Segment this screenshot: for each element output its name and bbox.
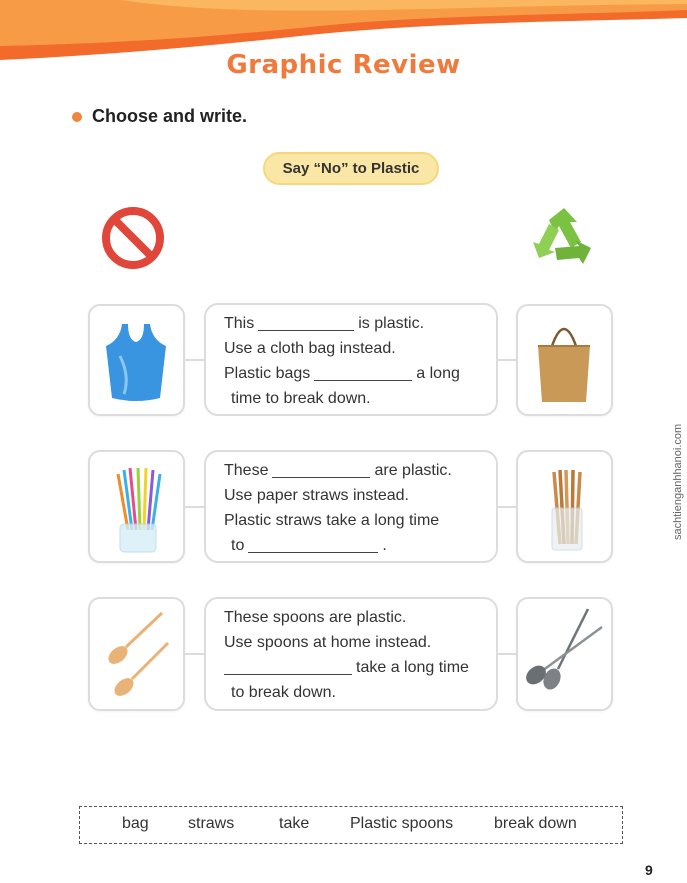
answer-blank[interactable]: [258, 314, 354, 331]
word-bank-item[interactable]: break down: [494, 815, 577, 832]
sentence-text: Use spoons at home instead.: [224, 634, 432, 651]
sentence-text: are plastic.: [374, 462, 452, 479]
plastic-bag-card: [88, 304, 185, 416]
metal-spoons-icon: [518, 599, 611, 709]
page-title: Graphic Review: [226, 50, 461, 80]
sentence-text: These spoons are plastic.: [224, 609, 407, 626]
sentence-text: Plastic straws take a long time: [224, 512, 440, 529]
paper-straws-icon: [518, 452, 611, 561]
sentence-text: to break down.: [231, 684, 336, 701]
connector-line: [497, 359, 517, 361]
word-bank-item[interactable]: straws: [188, 815, 235, 832]
answer-blank[interactable]: [224, 658, 352, 675]
sentence-card-2: [204, 450, 498, 563]
plastic-bag-icon: [90, 306, 183, 414]
answer-blank[interactable]: [272, 461, 370, 478]
plastic-straws-card: [88, 450, 185, 563]
word-bank-item[interactable]: take: [279, 815, 310, 832]
plastic-spoons-icon: [90, 599, 183, 709]
sentence-text: Plastic bags: [224, 365, 311, 382]
answer-blank[interactable]: [314, 364, 412, 381]
sentence-text: time to break down.: [231, 390, 371, 407]
plastic-straws-icon: [90, 452, 183, 561]
answer-blank[interactable]: [248, 536, 378, 553]
cloth-bag-icon: [518, 306, 611, 414]
connector-line: [185, 506, 205, 508]
word-bank-item[interactable]: Plastic spoons: [350, 815, 454, 832]
prohibited-icon: [100, 205, 166, 271]
sentence-text: to: [231, 537, 245, 554]
sentence-text: Use a cloth bag instead.: [224, 340, 396, 357]
connector-line: [185, 359, 205, 361]
paper-straws-card: [516, 450, 613, 563]
metal-spoons-card: [516, 597, 613, 711]
sentence-text: This: [224, 315, 255, 332]
cloth-bag-card: [516, 304, 613, 416]
topic-banner: Say “No” to Plastic: [263, 152, 439, 185]
sentence-card-3: [204, 597, 498, 711]
connector-line: [185, 653, 205, 655]
sentence-text: Use paper straws instead.: [224, 487, 409, 504]
plastic-spoons-card: [88, 597, 185, 711]
sentence-text: take a long time: [356, 659, 469, 676]
sentence-text: a long: [416, 365, 460, 382]
connector-line: [497, 506, 517, 508]
sentence-text: is plastic.: [358, 315, 425, 332]
connector-line: [497, 653, 517, 655]
side-watermark-text: sachtienganhhanoi.com: [672, 423, 684, 540]
sentence-text: These: [224, 462, 269, 479]
word-bank-item[interactable]: bag: [122, 815, 149, 832]
bullet-dot: [72, 112, 82, 122]
sentence-card-1: [204, 303, 498, 416]
instruction-text: Choose and write.: [92, 106, 248, 126]
instruction: [72, 106, 247, 127]
sentence-text: .: [382, 537, 387, 554]
page-number: 9: [645, 862, 653, 878]
recycle-icon: [525, 200, 603, 276]
